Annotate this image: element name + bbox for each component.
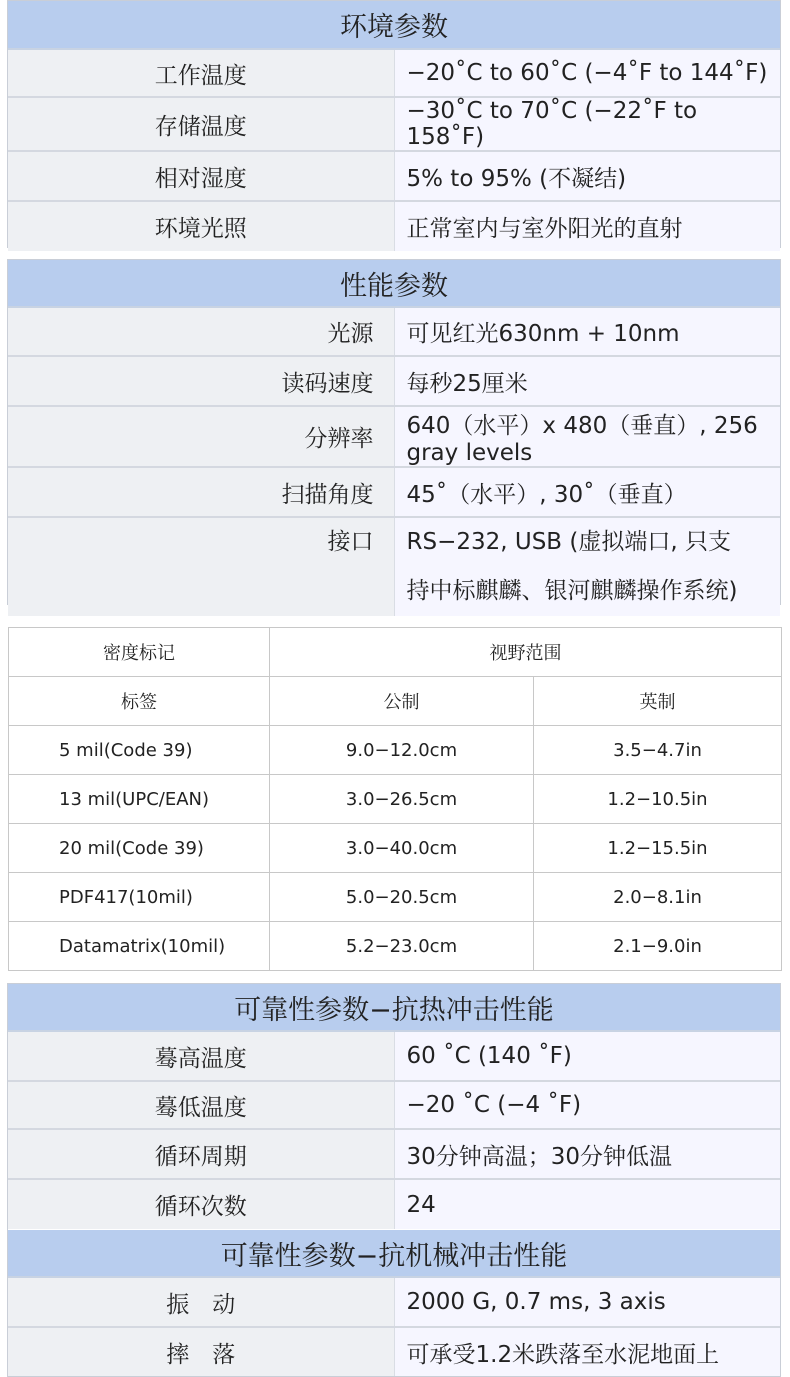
thermal-value: −20 ˚C (−4 ˚F)	[394, 1081, 780, 1129]
thermal-label: 循环次数	[8, 1179, 394, 1229]
table-row	[9, 824, 782, 873]
thermal-label: 循环周期	[8, 1129, 394, 1179]
perf-title: 性能参数	[8, 260, 780, 307]
imperial-header: 英制	[534, 677, 782, 726]
perf-label: 分辨率	[8, 406, 394, 467]
density-table	[8, 627, 782, 971]
env-title: 环境参数	[8, 1, 780, 49]
perf-label: 读码速度	[8, 356, 394, 406]
imperial-value: 2.1−9.0in	[534, 922, 782, 971]
metric-value: 9.0−12.0cm	[270, 726, 534, 775]
table-row	[9, 873, 782, 922]
thermal-label: 蓦低温度	[8, 1081, 394, 1129]
env-label: 存储温度	[8, 97, 394, 151]
env-label: 相对湿度	[8, 151, 394, 201]
label-header: 标签	[9, 677, 270, 726]
table-row	[9, 726, 782, 775]
mech-label: 振 动	[8, 1277, 394, 1327]
density-label: 20 mil(Code 39)	[9, 824, 270, 873]
metric-value: 3.0−26.5cm	[270, 775, 534, 824]
perf-value: RS−232, USB (虚拟端口, 只支持中标麒麟、银河麒麟操作系统)	[394, 517, 780, 616]
density-label: 13 mil(UPC/EAN)	[9, 775, 270, 824]
env-label: 工作温度	[8, 49, 394, 97]
thermal-value: 60 ˚C (140 ˚F)	[394, 1031, 780, 1081]
perf-value: 45˚（水平）, 30˚（垂直）	[394, 467, 780, 517]
fov-header: 视野范围	[270, 628, 782, 677]
env-label: 环境光照	[8, 201, 394, 251]
imperial-value: 1.2−15.5in	[534, 824, 782, 873]
thermal-value: 30分钟高温；30分钟低温	[394, 1129, 780, 1179]
mech-table	[8, 1230, 780, 1376]
env-value: −30˚C to 70˚C (−22˚F to 158˚F)	[394, 97, 780, 151]
imperial-value: 1.2−10.5in	[534, 775, 782, 824]
density-label: 5 mil(Code 39)	[9, 726, 270, 775]
mech-label: 摔 落	[8, 1327, 394, 1376]
table-row	[9, 922, 782, 971]
imperial-value: 3.5−4.7in	[534, 726, 782, 775]
density-label: PDF417(10mil)	[9, 873, 270, 922]
perf-value: 640（水平）x 480（垂直）, 256 gray levels	[394, 406, 780, 467]
mech-title: 可靠性参数−抗机械冲击性能	[8, 1230, 780, 1277]
env-value: 正常室内与室外阳光的直射	[394, 201, 780, 251]
table-row	[9, 775, 782, 824]
perf-value: 每秒25厘米	[394, 356, 780, 406]
metric-value: 5.0−20.5cm	[270, 873, 534, 922]
metric-value: 5.2−23.0cm	[270, 922, 534, 971]
thermal-table	[8, 984, 780, 1229]
thermal-value: 24	[394, 1179, 780, 1229]
env-value: 5% to 95% (不凝结)	[394, 151, 780, 201]
env-value: −20˚C to 60˚C (−4˚F to 144˚F)	[394, 49, 780, 97]
env-table	[8, 1, 780, 251]
perf-label: 扫描角度	[8, 467, 394, 517]
density-label: Datamatrix(10mil)	[9, 922, 270, 971]
perf-table	[8, 260, 780, 616]
metric-header: 公制	[270, 677, 534, 726]
mech-value: 可承受1.2米跌落至水泥地面上	[394, 1327, 780, 1376]
mech-value: 2000 G, 0.7 ms, 3 axis	[394, 1277, 780, 1327]
perf-value: 可见红光630nm + 10nm	[394, 307, 780, 356]
perf-label: 接口	[8, 517, 394, 616]
metric-value: 3.0−40.0cm	[270, 824, 534, 873]
density-header: 密度标记	[9, 628, 270, 677]
thermal-title: 可靠性参数−抗热冲击性能	[8, 984, 780, 1031]
imperial-value: 2.0−8.1in	[534, 873, 782, 922]
thermal-label: 蓦高温度	[8, 1031, 394, 1081]
perf-label: 光源	[8, 307, 394, 356]
